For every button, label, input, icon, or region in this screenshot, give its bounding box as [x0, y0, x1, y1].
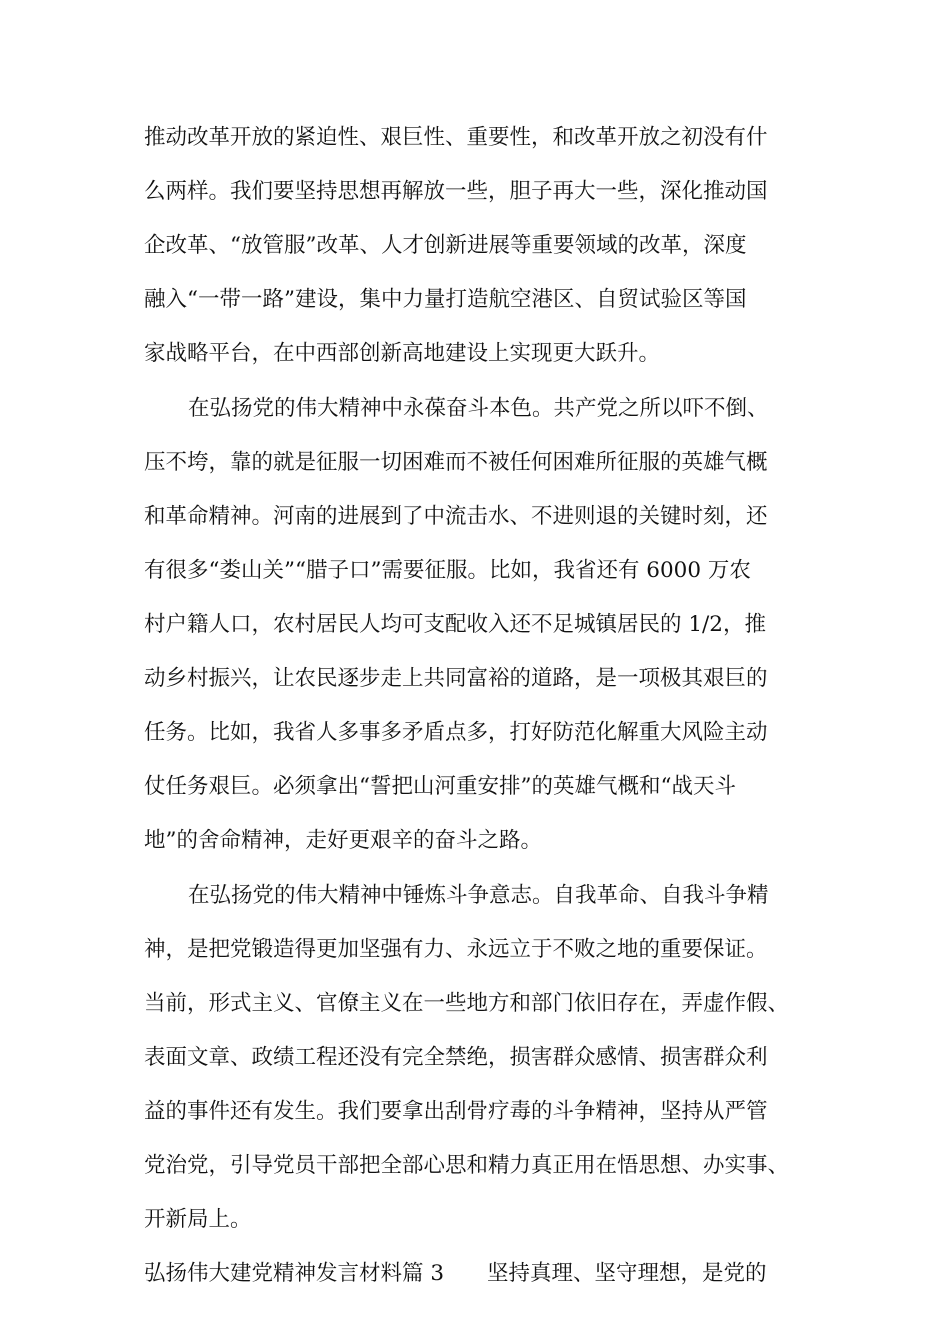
text-line: 推动改革开放的紧迫性、艰巨性、重要性，和改革开放之初没有什 — [144, 125, 768, 150]
text-line: 神，是把党锻造得更加坚强有力、永远立于不败之地的重要保证。 — [144, 937, 768, 962]
text-line: 党治党，引导党员干部把全部心思和精力真正用在悟思想、办实事、 — [144, 1153, 790, 1178]
text-line: 企改革、“放管服”改革、人才创新进展等重要领域的改革，深度 — [144, 233, 747, 258]
text-line: 么两样。我们要坚持思想再解放一些，胆子再大一些，深化推动国 — [144, 179, 768, 204]
text-line: 地”的舍命精神，走好更艰辛的奋斗之路。 — [144, 828, 542, 853]
text-line: 村户籍人口，农村居民人均可支配收入还不足城镇居民的 1/2，推 — [144, 612, 766, 637]
text-line: 当前，形式主义、官僚主义在一些地方和部门依旧存在，弄虚作假、 — [144, 991, 790, 1016]
text-line: 任务。比如，我省人多事多矛盾点多，打好防范化解重大风险主动 — [144, 720, 768, 745]
text-line: 动乡村振兴，让农民逐步走上共同富裕的道路，是一项极其艰巨的 — [144, 666, 768, 691]
text-line: 融入“一带一路”建设，集中力量打造航空港区、自贸试验区等国 — [144, 287, 747, 312]
paragraph-start-line: 在弘扬党的伟大精神中锤炼斗争意志。自我革命、自我斗争精 — [188, 883, 769, 908]
text-line: 家战略平台，在中西部创新高地建设上实现更大跃升。 — [144, 341, 661, 366]
text-line: 仗任务艰巨。必须拿出“誓把山河重安排”的英雄气概和“战天斗 — [144, 774, 736, 799]
text-line: 益的事件还有发生。我们要拿出刮骨疗毒的斗争精神，坚持从严管 — [144, 1099, 768, 1124]
section-heading-line: 弘扬伟大建党精神发言材料篇 3 坚持真理、坚守理想，是党的 — [144, 1261, 767, 1286]
text-line: 表面文章、政绩工程还没有完全禁绝，损害群众感情、损害群众利 — [144, 1045, 768, 1070]
text-line: 和革命精神。河南的进展到了中流击水、不进则退的关键时刻，还 — [144, 504, 768, 529]
text-line: 压不垮，靠的就是征服一切困难而不被任何困难所征服的英雄气概 — [144, 450, 768, 475]
text-line: 开新局上。 — [144, 1207, 252, 1232]
paragraph-start-line: 在弘扬党的伟大精神中永葆奋斗本色。共产党之所以吓不倒、 — [188, 396, 769, 421]
text-line: 有很多“娄山关”“腊子口”需要征服。比如，我省还有 6000 万农 — [144, 558, 751, 583]
